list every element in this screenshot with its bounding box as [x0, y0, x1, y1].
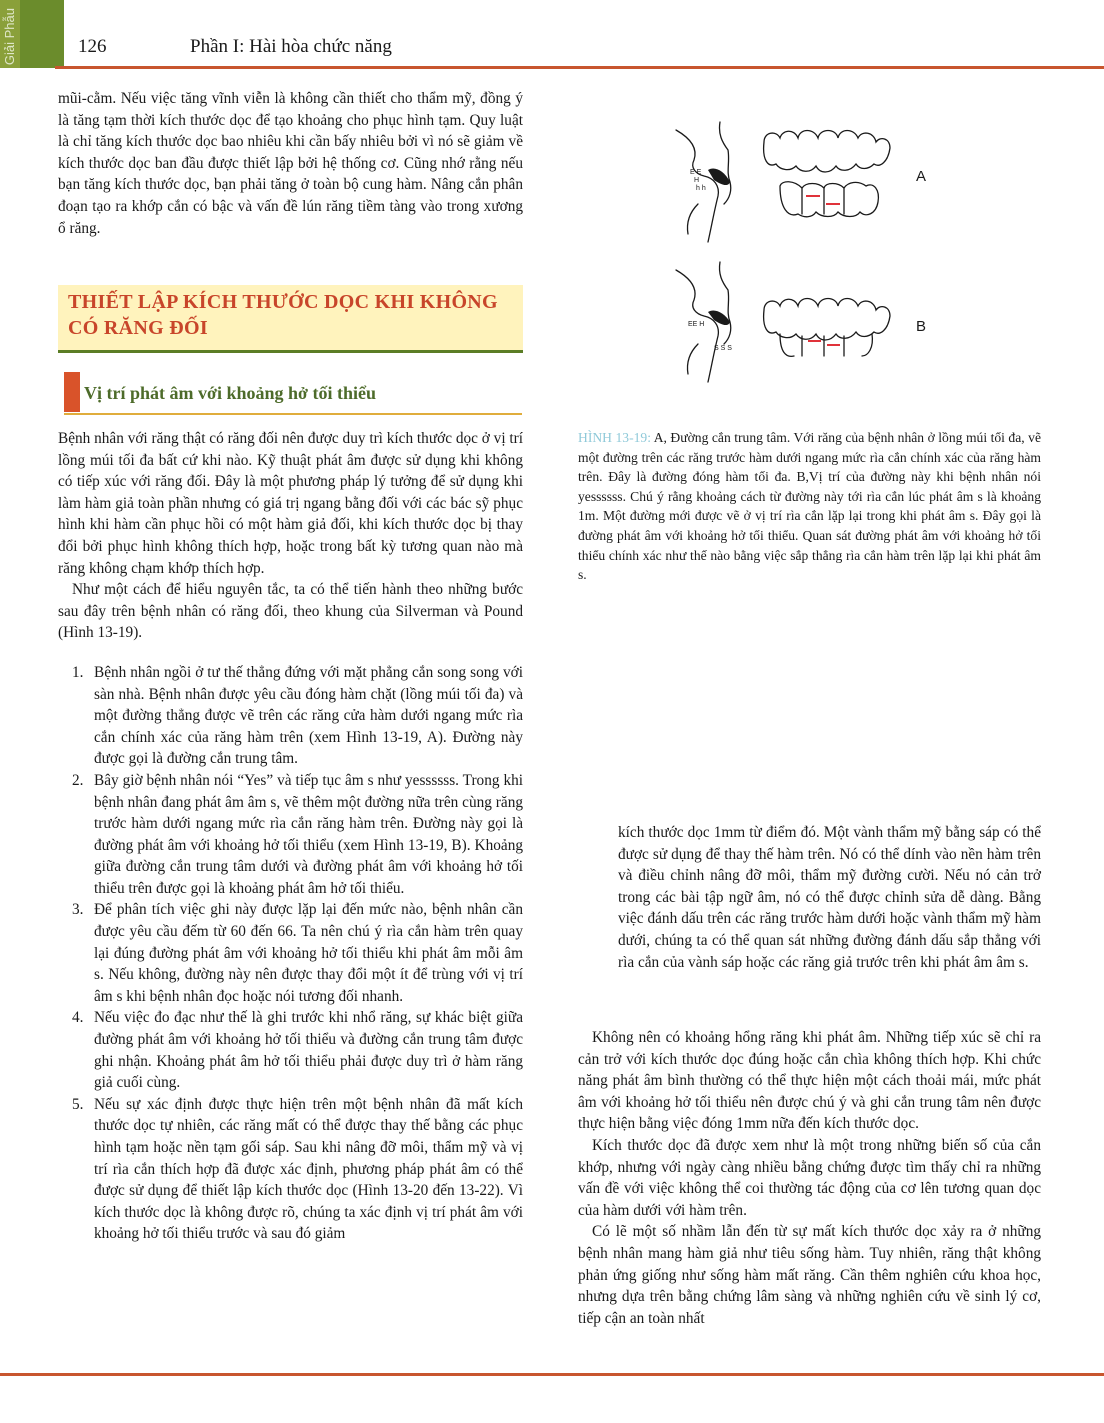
- step-text: Nếu việc đo đạc như thế là ghi trước khi nhổ răng, sự khác biệt giữa đường phát âm với khoảng hở tối thiểu và đường cắn trung tâm được ghi nhận. Khoảng phát âm hở tối thiểu phải được duy trì ở hàm răng giả cuối cùng.: [94, 1009, 523, 1092]
- step-number: 1.: [72, 663, 84, 681]
- step-item: [58, 770, 523, 900]
- step-text: Nếu sự xác định được thực hiện trên một bệnh nhân đã mất kích thước dọc tự nhiên, các răng mất có thể được thay thế bằng các phục hình tạm hoặc nền tạm gối sáp. Sau khi nâng đỡ môi, thẩm mỹ và vị trí rìa cắn thích hợp đã được xác định, phương pháp phát âm có thể được sử dụng để thiết lập kích thước dọc (Hình 13-20 đến 13-22). Vì kích thước dọc là không được rõ, chúng ta xác định vị trí phát âm với khoảng hở tối thiểu trước và sau đó giảm: [94, 1095, 523, 1243]
- step-item: [58, 662, 523, 770]
- step-item: [58, 1007, 523, 1093]
- header-rule: [55, 66, 1104, 69]
- intro-paragraph: [58, 88, 523, 239]
- figure-13-19: [668, 112, 968, 392]
- tiny-label: h h: [696, 185, 706, 192]
- subheading: Vị trí phát âm với khoảng hở tối thiểu: [84, 383, 376, 403]
- chin-a: [687, 204, 698, 234]
- section-heading-box: [58, 285, 523, 353]
- continuation-text: kích thước dọc 1mm từ điểm đó. Một vành thẩm mỹ bằng sáp có thể được sử dụng để thay thế hàm trên. Nó có thể dính vào nền hàm trên và điều chỉnh nâng đỡ môi, thẩm mỹ đường cười. Nếu nó cản trở trong các bài tập ngữ âm, nó có thể được chỉnh sửa dễ dàng. Bằng việc đánh dấu trên các răng trước hàm dưới hoặc vành thẩm mỹ hàm dưới, chúng ta có thể quan sát những đường đánh dấu sắp thẳng với rìa cắn của vành sáp hoặc các răng giả trước trên khi phát âm âm s.: [618, 824, 1041, 971]
- right-paragraph-1: Không nên có khoảng hổng răng khi phát âm. Những tiếp xúc sẽ chỉ ra cản trở với kích thước dọc đúng hoặc cắn chìa không thích hợp. Khi chức năng phát âm bình thường có thể thực hiện một cách thoải mái, mức phát âm với khoảng hở tối thiểu nên được chú ý và ghi cắn trung tâm nên được thực hiện bằng việc đóng 1mm nữa đến kích thước dọc.: [578, 1029, 1041, 1133]
- tiny-label: H: [694, 177, 700, 184]
- side-tab: [0, 0, 20, 68]
- step-number: 4.: [72, 1009, 84, 1027]
- figure-caption: [578, 428, 1041, 585]
- section-heading-line1: THIẾT LẬP KÍCH THƯỚC DỌC KHI KHÔNG: [68, 291, 498, 313]
- caption-label: HÌNH 13-19:: [578, 430, 651, 445]
- page-number: 126: [78, 36, 107, 57]
- section-heading-line2: CÓ RĂNG ĐỐI: [68, 317, 208, 339]
- subheading-rule: [64, 413, 522, 415]
- caption-text: A, Đường cắn trung tâm. Với răng của bệnh nhân ở lồng múi tối đa, vẽ một đường trên các răng trước hàm dưới ngang mức rìa cắn chính xác của răng hàm trên. Đây là đường đóng hàm tối đa. B,Vị trí của đường này khi bệnh nhân nói yessssss. Chú ý rằng khoảng cách từ đường này tới rìa cắn lúc phát âm s là khoảng 1m. Một đường mới được vẽ ở vị trí rìa cắn lặp lại trong khi phát âm s. Đây gọi là đường phát âm với khoảng hở tối thiểu. Quan sát đường phát âm với khoảng hở tối thiểu chính xác như thế nào bằng việc sắp thẳng rìa cắn hàm trên lặp lại khi phát âm s.: [578, 430, 1041, 583]
- tiny-label: EE H: [688, 321, 705, 328]
- body-paragraph-2: Như một cách để hiểu nguyên tắc, ta có thể tiến hành theo những bước sau đây trên bệnh nhân có răng đối, theo khung của Silverman và Pound (Hình 13-19).: [58, 581, 523, 642]
- tiny-label: S S S: [714, 345, 732, 352]
- intro-text: mũi-cằm. Nếu việc tăng vĩnh viễn là không cần thiết cho thẩm mỹ, đồng ý là tăng tạm thời kích thước dọc để tạo khoảng cho phục hình tạm. Quy luật là chỉ tăng kích thước dọc bao nhiêu khi cần bấy nhiêu bởi vì nó sẽ giảm về kích thước dọc ban đầu được thiết lập bởi hệ thống cơ. Cũng nhớ rằng nếu bạn tăng kích thước dọc, bạn phải tăng ở toàn bộ cung hàm. Nâng cắn phân đoạn tạo ra khớp cắn có bậc và vấn đề lún răng tiềm tàng vào trong xương ổ răng.: [58, 90, 523, 237]
- marker-fill-b: [708, 310, 730, 325]
- lower-arch-b: [780, 334, 872, 356]
- step-text: Để phân tích việc ghi này được lặp lại đến mức nào, bệnh nhân cần được yêu cầu đếm từ 60 đến 66. Ta nên chú ý rìa cắn hàm trên quay lại đúng đường phát âm với khoảng hở tối thiểu khi phát âm mỗi âm s. Nếu không, đường này nên được thay đổi một ít để trùng với vị trí âm s khi bệnh nhân đọc hoặc nói tương đối nhanh.: [94, 901, 523, 1005]
- step-text: Bệnh nhân ngồi ở tư thế thẳng đứng với mặt phẳng cắn song song với sàn nhà. Bệnh nhân được yêu cầu đóng hàm chặt (lồng múi tối đa) và một đường thẳng được vẽ trên các răng cửa hàm dưới ngang mức rìa cắn chính xác của răng hàm trên (xem Hình 13-19, A). Đường này được gọi là đường cắn trung tâm.: [94, 663, 523, 768]
- incisor-b: [719, 262, 730, 344]
- subheading-marker: [64, 372, 80, 412]
- body-paragraph-1: Bệnh nhân với răng thật có răng đối nên được duy trì kích thước dọc ở vị trí lồng múi tối đa bất cứ khi nào. Kỹ thuật phát âm được sử dụng khi không có tiếp xúc với răng đối. Đây là một phương pháp lý tưởng để sử dụng khi làm hàm giả toàn phần nhưng có giá trị ngang bằng đối với các bác sỹ phục hình khi hàm cần phục hồi có một hàm giả đối, khi kích thước dọc bị thay đổi bởi phục hình không thích hợp, hoặc trong bất kỳ tương quan nào mà răng không chạm khớp thích hợp.: [58, 430, 523, 577]
- step-item: [58, 1094, 523, 1245]
- right-paragraph-3: Có lẽ một số nhầm lẫn đến từ sự mất kích thước dọc xảy ra ở những bệnh nhân mang hàm giả như tiêu sống hàm. Tuy nhiên, răng thật không phản ứng giống như sống hàm mất răng. Cần thêm nghiên cứu khoa học, nhưng dựa trên bằng chứng lâm sàng và những nghiên cứu về sinh lý cơ, tiếp cận an toàn nhất: [578, 1223, 1041, 1327]
- side-tab-label: Giải Phẫu: [2, 8, 17, 66]
- right-body: [578, 1027, 1041, 1329]
- header-band: [20, 0, 64, 68]
- step-number: 2.: [72, 771, 84, 789]
- tiny-label: E E: [690, 169, 702, 176]
- upper-arch-a: [764, 131, 890, 173]
- figure-illustration: [668, 112, 968, 392]
- upper-arch-b: [764, 299, 890, 341]
- left-body: [58, 428, 523, 1245]
- section-heading: [58, 285, 523, 345]
- step-number: 5.: [72, 1095, 84, 1113]
- lower-dividers-a: [802, 188, 844, 214]
- step-number: 3.: [72, 901, 84, 919]
- chin-b: [687, 344, 698, 374]
- figure-label-b: B: [916, 318, 927, 335]
- steps-list: [58, 662, 523, 1245]
- figure-label-a: A: [916, 168, 927, 185]
- right-paragraph-2: Kích thước dọc đã được xem như là một trong những biến số của cắn khớp, nhưng với ngày càng nhiều bằng chứng được tìm thấy chỉ ra những vấn đề với việc không thể coi thường tác động của cơ lên tương quan dọc của hàm dưới với hàm trên.: [578, 1136, 1041, 1219]
- running-title: Phần I: Hài hòa chức năng: [190, 36, 392, 57]
- footer-rule: [0, 1373, 1104, 1376]
- incisor-a: [719, 122, 730, 204]
- step-text: Bây giờ bệnh nhân nói “Yes” và tiếp tục âm s như yessssss. Trong khi bệnh nhân đang phát âm âm s, vẽ thêm một đường nữa trên cùng răng trước hàm dưới ngang mức rìa cắn răng hàm trên. Đường này gọi là đường phát âm với khoảng hở tối thiểu (xem Hình 13-19, B). Khoảng giữa đường cắn trung tâm dưới và đường phát âm với khoảng hở tối thiểu trên được gọi là khoảng phát âm hở tối thiểu.: [94, 771, 523, 897]
- step-item: [58, 899, 523, 1007]
- marker-fill-a: [708, 169, 730, 186]
- right-continuation: [618, 822, 1041, 973]
- lower-arch-a: [780, 182, 878, 217]
